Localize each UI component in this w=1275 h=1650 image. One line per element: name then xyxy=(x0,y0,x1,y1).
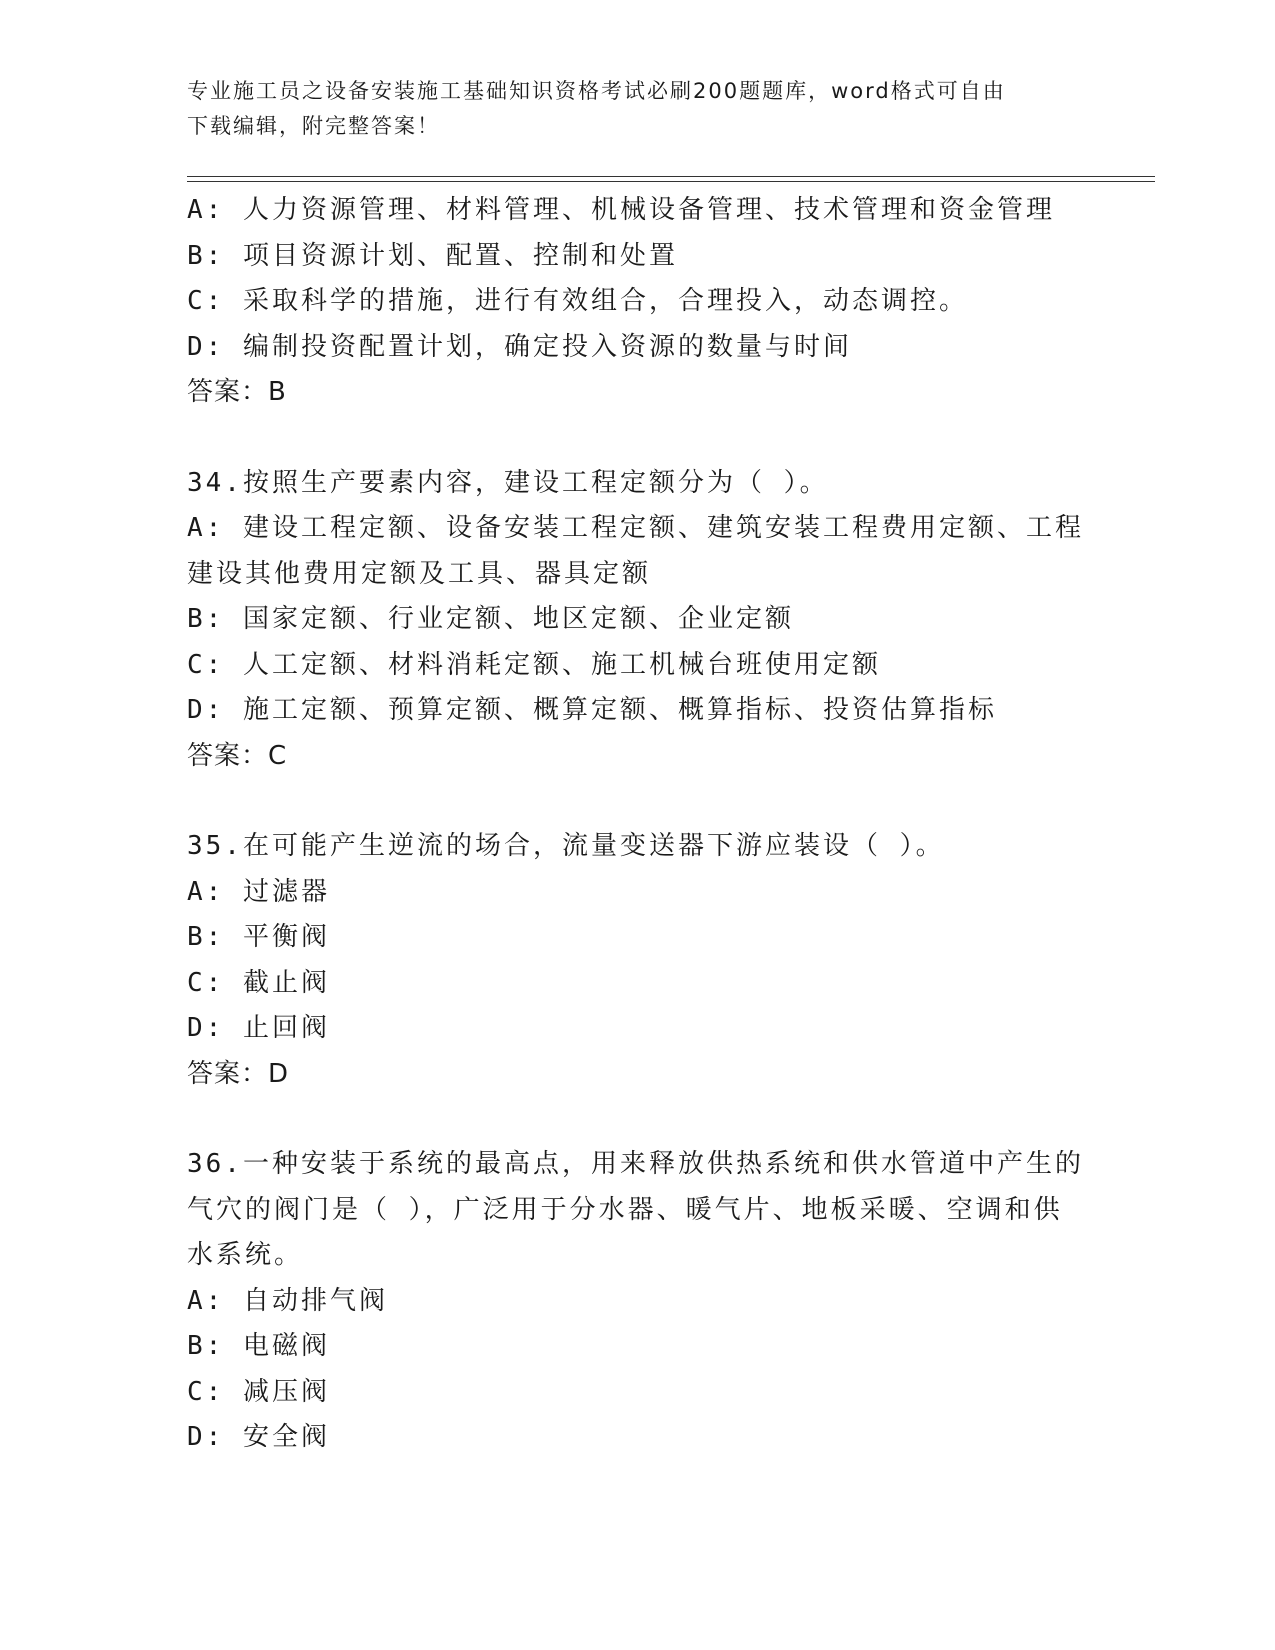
option-d: D: 编制投资配置计划，确定投入资源的数量与时间 xyxy=(187,331,852,362)
option-a-continued: 建设其他费用定额及工具、器具定额 xyxy=(187,558,652,589)
spacer xyxy=(187,1097,1087,1142)
answer: 答案：C xyxy=(187,740,288,771)
question-34 xyxy=(187,461,1087,780)
question-list xyxy=(187,188,1087,1461)
option-d: D: 止回阀 xyxy=(187,1013,330,1043)
option-b: B: 电磁阀 xyxy=(187,1331,330,1361)
option-a: A: 建设工程定额、设备安装工程定额、建筑安装工程费用定额、工程 xyxy=(187,513,1084,543)
answer: 答案：B xyxy=(187,377,287,407)
question-stem: 36.一种安装于系统的最高点，用来释放供热系统和供水管道中产生的 xyxy=(187,1149,1084,1179)
question-36 xyxy=(187,1142,1087,1461)
option-c: C: 减压阀 xyxy=(187,1376,330,1407)
header-line-2: 下载编辑，附完整答案！ xyxy=(187,114,440,138)
question-stem-continued: 水系统。 xyxy=(187,1240,304,1270)
spacer xyxy=(187,416,1087,461)
option-b: B: 国家定额、行业定额、地区定额、企业定额 xyxy=(187,604,794,634)
answer: 答案：D xyxy=(187,1058,290,1089)
question-stem-continued: 气穴的阀门是（ ），广泛用于分水器、暖气片、地板采暖、空调和供 xyxy=(187,1194,1063,1225)
option-c: C: 截止阀 xyxy=(187,967,330,998)
question-33 xyxy=(187,188,1087,416)
option-c: C: 人工定额、材料消耗定额、施工机械台班使用定额 xyxy=(187,649,881,680)
header-line-1: 专业施工员之设备安装施工基础知识资格考试必刷200题题库，word格式可自由 xyxy=(187,79,1006,103)
option-d: D: 施工定额、预算定额、概算定额、概算指标、投资估算指标 xyxy=(187,695,997,725)
spacer xyxy=(187,779,1087,824)
question-35 xyxy=(187,824,1087,1097)
document-header xyxy=(187,74,1087,144)
header-divider xyxy=(187,176,1155,182)
option-c: C: 采取科学的措施，进行有效组合，合理投入，动态调控。 xyxy=(187,286,968,316)
option-b: B: 项目资源计划、配置、控制和处置 xyxy=(187,240,678,271)
question-stem: 34.按照生产要素内容，建设工程定额分为（ ）。 xyxy=(187,467,829,498)
option-a: A: 过滤器 xyxy=(187,876,330,907)
option-a: A: 人力资源管理、材料管理、机械设备管理、技术管理和资金管理 xyxy=(187,195,1055,225)
option-a: A: 自动排气阀 xyxy=(187,1285,388,1316)
option-d: D: 安全阀 xyxy=(187,1422,330,1452)
option-b: B: 平衡阀 xyxy=(187,922,330,952)
question-stem: 35.在可能产生逆流的场合，流量变送器下游应装设（ ）。 xyxy=(187,831,945,861)
